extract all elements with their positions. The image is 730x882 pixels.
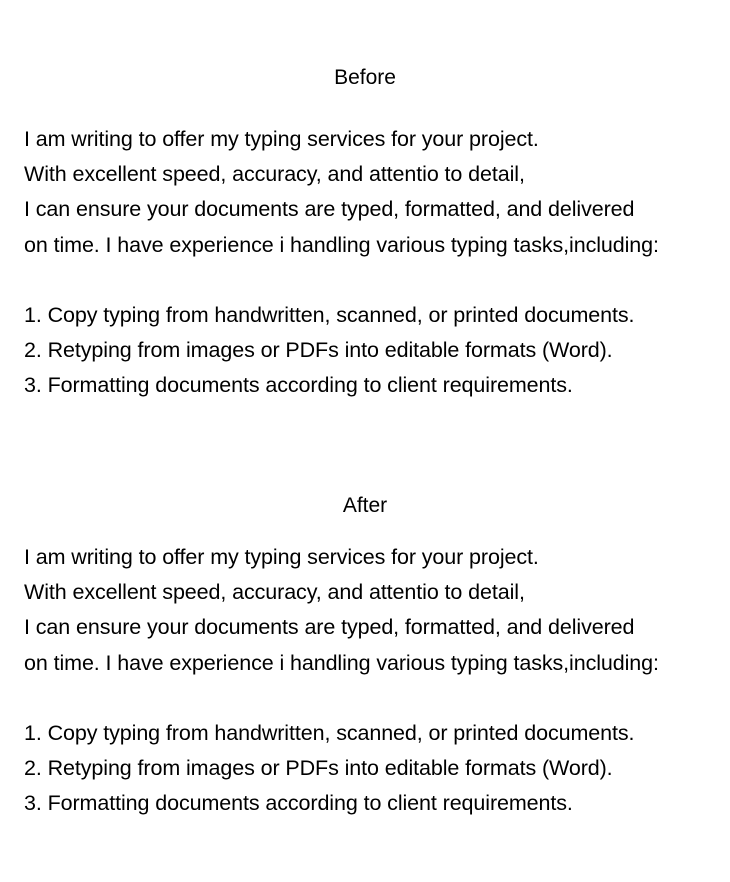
- before-section: [0, 64, 730, 404]
- after-paragraph-line: With excellent speed, accuracy, and attentio to detail,: [24, 580, 525, 605]
- after-list-item: 2. Retyping from images or PDFs into editable formats (Word).: [24, 756, 613, 781]
- after-body: [0, 540, 730, 822]
- after-list-item: 1. Copy typing from handwritten, scanned, or printed documents.: [24, 720, 635, 745]
- before-list-item: 3. Formatting documents according to client requirements.: [24, 373, 573, 398]
- before-paragraph-line: I am writing to offer my typing services for your project.: [24, 127, 539, 151]
- after-paragraph-line: I am writing to offer my typing services for your project.: [24, 545, 539, 569]
- before-list-item: 1. Copy typing from handwritten, scanned, or printed documents.: [24, 302, 635, 327]
- blank-line: [24, 263, 730, 298]
- after-section: [0, 492, 730, 822]
- blank-line: [24, 681, 730, 716]
- after-list-item: 3. Formatting documents according to client requirements.: [24, 791, 573, 816]
- after-paragraph-line: on time. I have experience i handling various typing tasks,including:: [24, 650, 659, 675]
- before-list-item: 2. Retyping from images or PDFs into editable formats (Word).: [24, 338, 613, 363]
- before-paragraph-line: I can ensure your documents are typed, formatted, and delivered: [24, 197, 635, 222]
- before-paragraph-line: on time. I have experience i handling various typing tasks,including:: [24, 232, 659, 257]
- after-heading: After: [342, 494, 388, 517]
- before-heading: Before: [334, 66, 396, 89]
- before-body: [0, 122, 730, 404]
- after-paragraph-line: I can ensure your documents are typed, formatted, and delivered: [24, 615, 635, 640]
- before-paragraph-line: With excellent speed, accuracy, and attentio to detail,: [24, 162, 525, 187]
